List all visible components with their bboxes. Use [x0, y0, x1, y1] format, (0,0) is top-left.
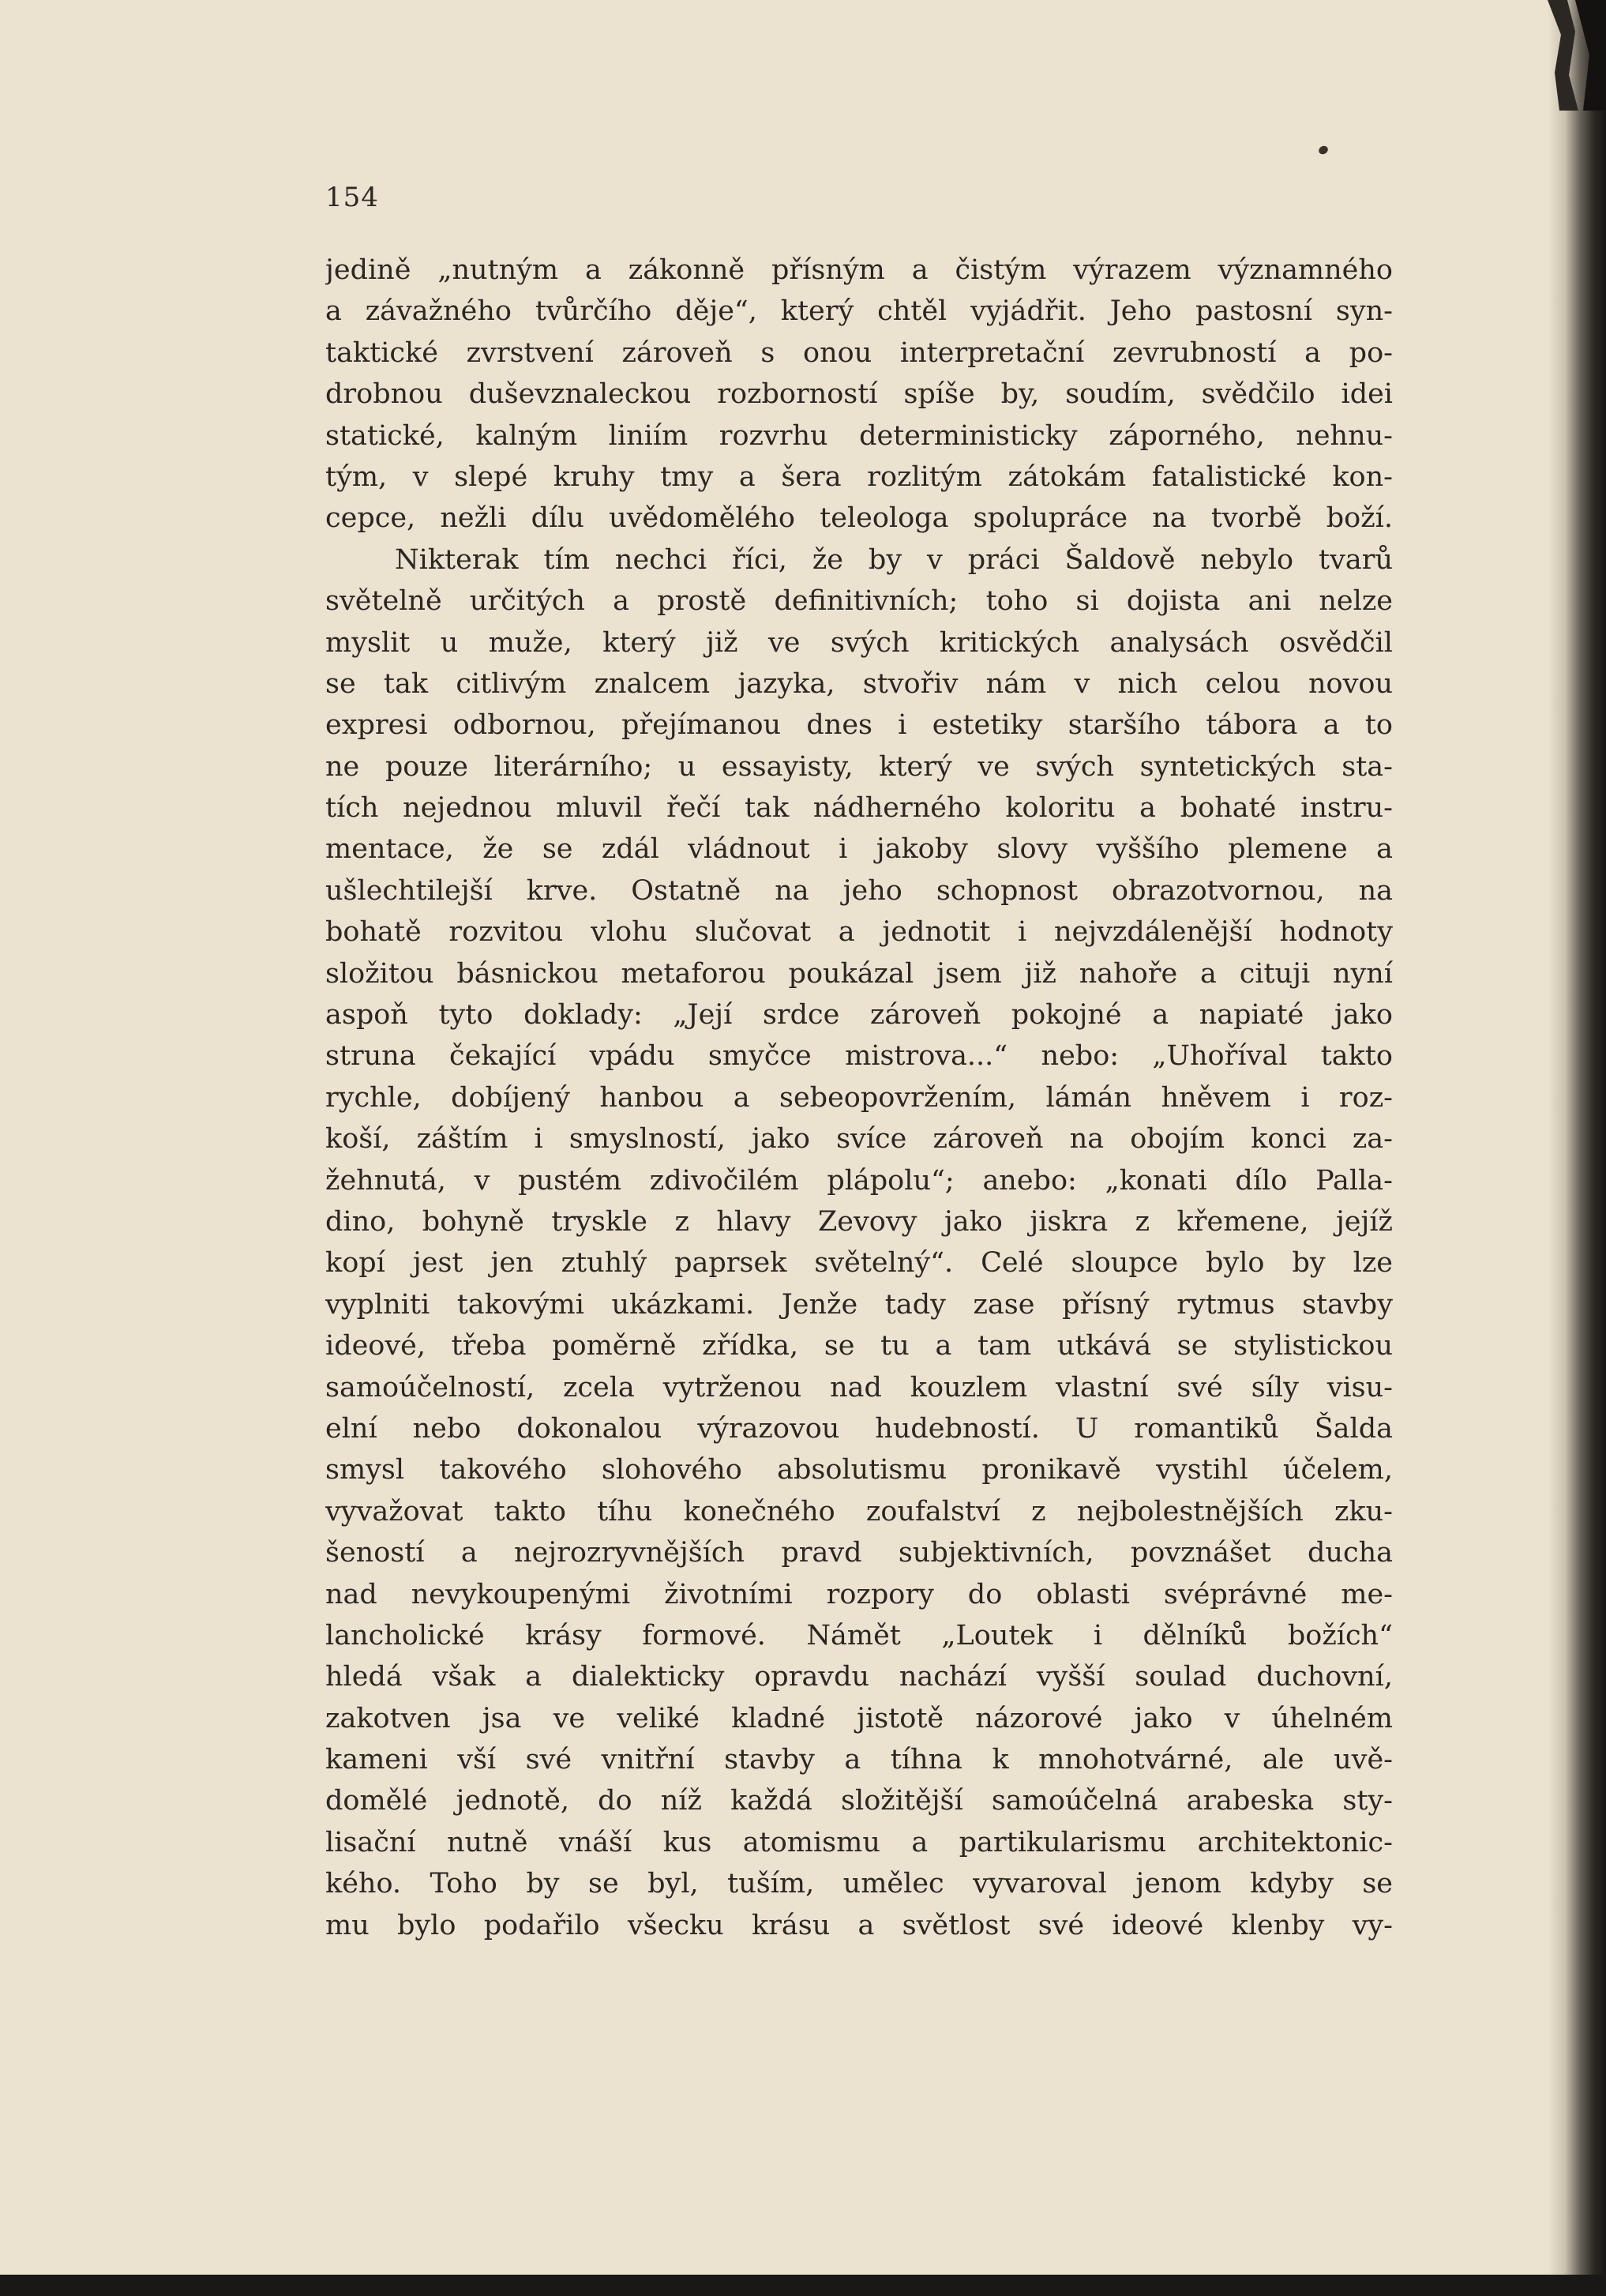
- page-edge-shadow: [1548, 0, 1606, 2296]
- text-line: ušlechtilejší krve. Ostatně na jeho schopnost obrazotvornou, na: [325, 874, 1393, 907]
- text-line: jedině „nutným a zákonně přísným a čistým výrazem významného: [325, 254, 1393, 286]
- ink-speck-icon: [1317, 144, 1330, 156]
- text-line: kého. Toho by se byl, tuším, umělec vyvaroval jenom kdyby se: [325, 1868, 1393, 1900]
- text-line: hledá však a dialekticky opravdu nachází vyšší soulad duchovní,: [325, 1661, 1393, 1693]
- text-line: lisační nutně vnáší kus atomismu a partikularismu architektonic-: [325, 1826, 1393, 1858]
- body-text: [325, 250, 1393, 1946]
- text-line: rychle, dobíjený hanbou a sebeopovržením, lámán hněvem i roz-: [325, 1081, 1393, 1114]
- text-line: vyplniti takovými ukázkami. Jenže tady zase přísný rytmus stavby: [325, 1288, 1393, 1321]
- text-line: šeností a nejrozryvnějších pravd subjektivních, povznášet ducha: [325, 1537, 1393, 1569]
- text-line: nad nevykoupenými životními rozpory do oblasti svéprávné me-: [325, 1578, 1393, 1610]
- text-line: mentace, že se zdál vládnout i jakoby slovy vyššího plemene a: [325, 833, 1393, 866]
- text-line: smysl takového slohového absolutismu pronikavě vystihl účelem,: [325, 1454, 1393, 1486]
- text-line: statické, kalným liniím rozvrhu deterministicky záporného, nehnu-: [325, 419, 1393, 452]
- text-line: elní nebo dokonalou výrazovou hudebností. U romantiků Šalda: [325, 1412, 1393, 1445]
- text-line: cepce, nežli dílu uvědomělého teleologa spolupráce na tvorbě boží.: [325, 502, 1393, 535]
- text-line: dino, bohyně tryskle z hlavy Zevovy jako jiskra z křemene, jejíž: [325, 1205, 1393, 1238]
- text-line: ideové, třeba poměrně zřídka, se tu a tam utkává se stylistickou: [325, 1330, 1393, 1362]
- binding-edge-icon: [1520, 0, 1606, 111]
- text-line: taktické zvrstvení zároveň s onou interpretační zevrubností a po-: [325, 336, 1393, 369]
- text-line: aspoň tyto doklady: „Její srdce zároveň pokojné a napiaté jako: [325, 999, 1393, 1032]
- scan-bottom-border: [0, 2275, 1606, 2296]
- text-line: koší, záštím i smyslností, jako svíce zároveň na obojím konci za-: [325, 1123, 1393, 1156]
- text-line: složitou básnickou metaforou poukázal jsem již nahoře a cituji nyní: [325, 957, 1393, 990]
- text-line: lancholické krásy formové. Námět „Loutek i dělníků božích“: [325, 1619, 1393, 1652]
- text-line: se tak citlivým znalcem jazyka, stvořiv nám v nich celou novou: [325, 667, 1393, 700]
- text-line: mu bylo podařilo všecku krásu a světlost své ideové klenby vy-: [325, 1909, 1393, 1941]
- text-line: žehnutá, v pustém zdivočilém plápolu“; anebo: „konati dílo Palla-: [325, 1164, 1393, 1197]
- text-line: vyvažovat takto tíhu konečného zoufalství z nejbolestnějších zku-: [325, 1495, 1393, 1528]
- text-line: ne pouze literárního; u essayisty, který ve svých syntetických sta-: [325, 750, 1393, 783]
- text-line: Nikterak tím nechci říci, že by v práci Šaldově nebylo tvarů: [395, 543, 1393, 576]
- text-line: myslit u muže, který již ve svých kritických analysách osvědčil: [325, 626, 1393, 659]
- text-line: samoúčelností, zcela vytrženou nad kouzlem vlastní své síly visu-: [325, 1371, 1393, 1404]
- text-line: drobnou duševznaleckou rozborností spíše by, soudím, svědčilo idei: [325, 378, 1393, 411]
- text-line: tích nejednou mluvil řečí tak nádherného koloritu a bohaté instru-: [325, 792, 1393, 825]
- text-line: zakotven jsa ve veliké kladné jistotě názorové jako v úhelném: [325, 1702, 1393, 1734]
- text-line: domělé jednotě, do níž každá složitější samoúčelná arabeska sty-: [325, 1785, 1393, 1817]
- text-line: a závažného tvůrčího děje“, který chtěl vyjádřit. Jeho pastosní syn-: [325, 295, 1393, 328]
- text-line: kopí jest jen ztuhlý paprsek světelný“. Celé sloupce bylo by lze: [325, 1247, 1393, 1280]
- text-line: světelně určitých a prostě definitivních; toho si dojista ani nelze: [325, 585, 1393, 618]
- text-line: expresi odbornou, přejímanou dnes i estetiky staršího tábora a to: [325, 709, 1393, 742]
- text-line: kameni vší své vnitřní stavby a tíhna k mnohotvárné, ale uvě-: [325, 1744, 1393, 1776]
- text-line: bohatě rozvitou vlohu slučovat a jednotit i nejvzdálenější hodnoty: [325, 916, 1393, 949]
- text-line: tým, v slepé kruhy tmy a šera rozlitým zátokám fatalistické kon-: [325, 460, 1393, 493]
- text-line: struna čekající vpádu smyčce mistrova...“ nebo: „Uhoříval takto: [325, 1040, 1393, 1073]
- page-number: 154: [325, 182, 379, 213]
